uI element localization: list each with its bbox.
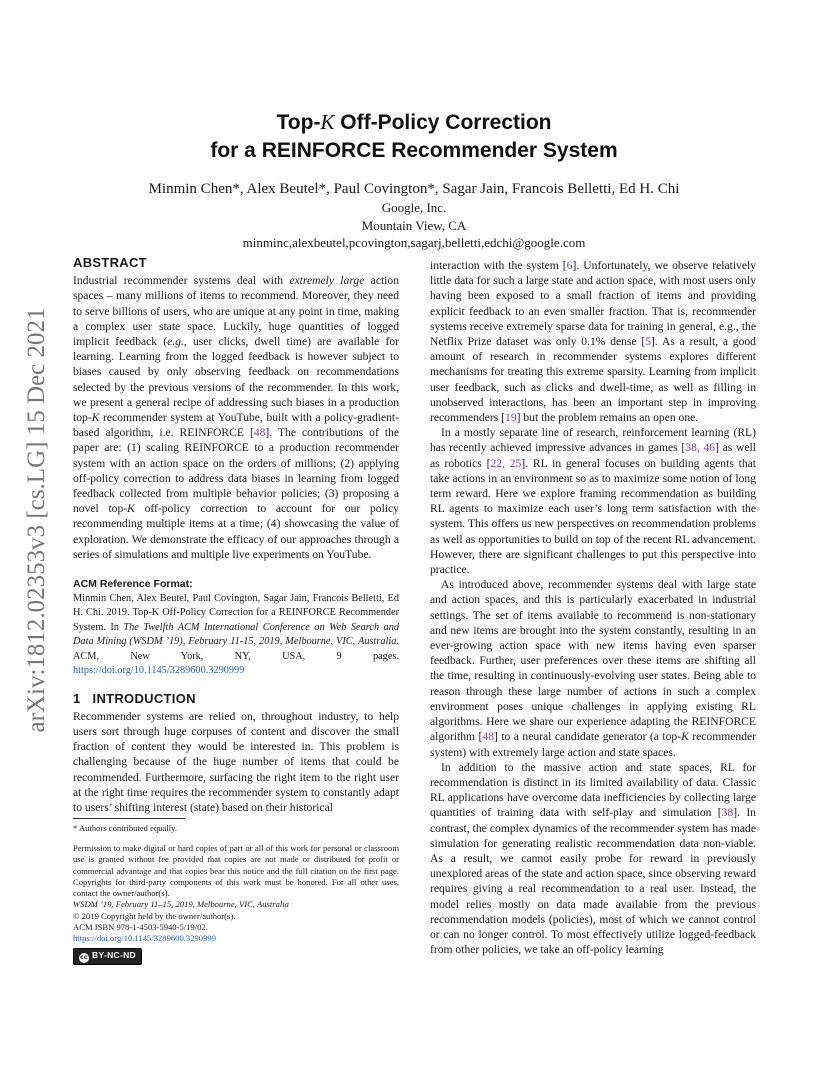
doi-link[interactable]: https://doi.org/10.1145/3289600.3290999 [73,665,245,677]
permission-block: Permission to make digital or hard copies of part or all of this work for personal or classroom use is granted without fee provided that copies are not made or distributed for profit or commercial advantage and that copies bear this notice and the full citation on the first page. Copyrights for third-party components of this work must be honored. For all other uses, contact the owner/author(s). WSDM ’19, February 11–15, 2019, Melbourne, VIC, Australia © 2019 Copyright held by the owner/author(s). ACM ISBN 978-1-4503-5940-5/19/02. https://doi.org/10.1145/3289600.3290999 cc BY-NC-ND [73,843,399,965]
citation-link[interactable]: 22, 25 [490,456,522,470]
author-list: Minmin Chen*, Alex Beutel*, Paul Covington*, Sagar Jain, Francois Belletti, Ed H. Chi [148,181,680,197]
paragraph: interaction with the system [6]. Unfortunately, we observe relatively little data for such a large state and action space, with most users only having been exposed to a small fraction of items and providing explicit feedback to an even smaller fraction. That is, recommender systems receive extremely sparse data for training in general, e.g., the Netflix Prize dataset was only 0.1% dense [5]. As a result, a good amount of research in recommender systems explores different mechanisms for treating this extreme sparsity. Learning from implicit user feedback, such as clicks and dwell-time, as well as filling in unobserved interactions, has been an important step in improving recommenders [19] but the problem remains an open one. [430,259,756,425]
paper-header [0,108,828,252]
paper-title: Top-K Off-Policy Correction for a REINFORCE Recommender System [210,110,618,162]
paragraph: In a mostly separate line of research, reinforcement learning (RL) has recently achieved impressive advances in games [38, 46] as well as robotics [22, 25]. RL in general focuses on building agents that take actions in an environment so as to maximize some notion of long term reward. Here we explore framing recommendation as building RL agents to maximize each user’s long term satisfaction with the system. This offers us new perspectives on recommendation problems as well as opportunities to build on top of the recent RL advancement. However, there are significant challenges to put this perspective into practice. [430,426,757,577]
abstract-heading: ABSTRACT [73,255,147,270]
intro-text: Recommender systems are relied on, throughout industry, to help users sort through huge corpuses of content and discover the small fraction of content they would be interested in. This problem is challenging because of the huge number of items that could be recommended. Furthermore, surfacing the right item to the right user at the right time requires the recommender system to constantly adapt to users’ shifting interest (state) based on their historical [73,709,399,814]
cc-icon: cc [80,953,88,961]
paragraph: As introduced above, recommender systems deal with large state and action spaces, and this is particularly exacerbated in industrial settings. The set of items available to recommend is non-stationary and new items are brought into the system constantly, resulting in an ever-growing action space with new items having even sparser feedback. Further, user preferences over these items are shifting all the time, resulting in continuously-evolving user states. Being able to reason through these large number of actions in such a complex environment poses unique challenges in applying existing RL algorithms. Here we share our experience adapting the REINFORCE algorithm [48] to a neural candidate generator (a top-K recommender system) with extremely large action and state spaces. [430,578,757,759]
footnote: * Authors contributed equally. [73,818,185,834]
doi-link[interactable]: https://doi.org/10.1145/3289600.3290999 [73,933,216,944]
cc-license-badge: cc BY-NC-ND [73,948,142,965]
citation-link[interactable]: 6 [566,259,573,272]
arxiv-stamp: arXiv:1812.02353v3 [cs.LG] 15 Dec 2021 [23,307,50,733]
affiliation: Google, Inc. Mountain View, CA minminc,alexbeutel,pcovington,sagarj,belletti,edchi@google.com [242,200,586,250]
citation-link[interactable]: 38 [721,806,734,820]
acm-reference: ACM Reference Format: Minmin Chen, Alex Beutel, Paul Covington, Sagar Jain, Francois Belletti, Ed H. Chi. 2019. Top-K Off-Policy Correction for a REINFORCE Recommender System. In The Twelfth ACM International Conference on Web Search and Data Mining (WSDM ’19), February 11-15, 2019, Melbourne, VIC, Australia. ACM, New York, NY, USA, 9 pages. https://doi.org/10.1145/3289600.3290999 [73,578,400,677]
citation-link[interactable]: 19 [505,411,517,425]
paragraph: In addition to the massive action and state spaces, RL for recommendation is distinct in its limited availability of data. Classic RL applications have overcome data inefficiencies by collecting large quantities of training data with self-play and simulation [38]. In contrast, the complex dynamics of the recommender system has made simulation for generating realistic recommendation data non-viable. As a result, we cannot easily probe for reward in previously unexplored areas of the state and action space, since observing reward requires giving a real recommendation to a real user. Instead, the model relies mostly on data made available from the previous recommendation models (policies), most of which we cannot control or can no longer control. To most effectively utilize logged-feedback from other policies, we take an off-policy learning [430,760,756,957]
citation-link[interactable]: 38, 46 [685,441,716,455]
section-heading: 1 INTRODUCTION [73,690,196,706]
left-column [73,255,399,815]
introduction-section [73,691,399,816]
right-column [430,258,756,957]
citation-link[interactable]: 48 [253,426,266,440]
citation-link[interactable]: 5 [645,335,652,349]
abstract-text: Industrial recommender systems deal with extremely large action spaces – many millions of items to recommend. Moreover, they need to serve billions of users, who are unique at any point in time, making a complex user state space. Luckily, huge quantities of logged implicit feedback (e.g., user clicks, dwell time) are available for learning. Learning from the logged feedback is however subject to biases caused by only observing feedback on recommendations selected by the previous versions of the recommender. In this work, we present a general recipe of addressing such biases in a production top-K recommender system at YouTube, built with a policy-gradient-based algorithm, i.e. REINFORCE [48]. The contributions of the paper are: (1) scaling REINFORCE to a production recommender system with an action space on the orders of millions; (2) applying off-policy correction to address data biases in learning from logged feedback collected from multiple behavior policies; (3) proposing a novel top-K off-policy correction to account for our policy recommending multiple items at a time; (4) showcasing the value of exploration. We demonstrate the efficacy of our approaches through a series of simulations and multiple live experiments on YouTube. [73,274,399,561]
citation-link[interactable]: 48 [482,730,494,744]
